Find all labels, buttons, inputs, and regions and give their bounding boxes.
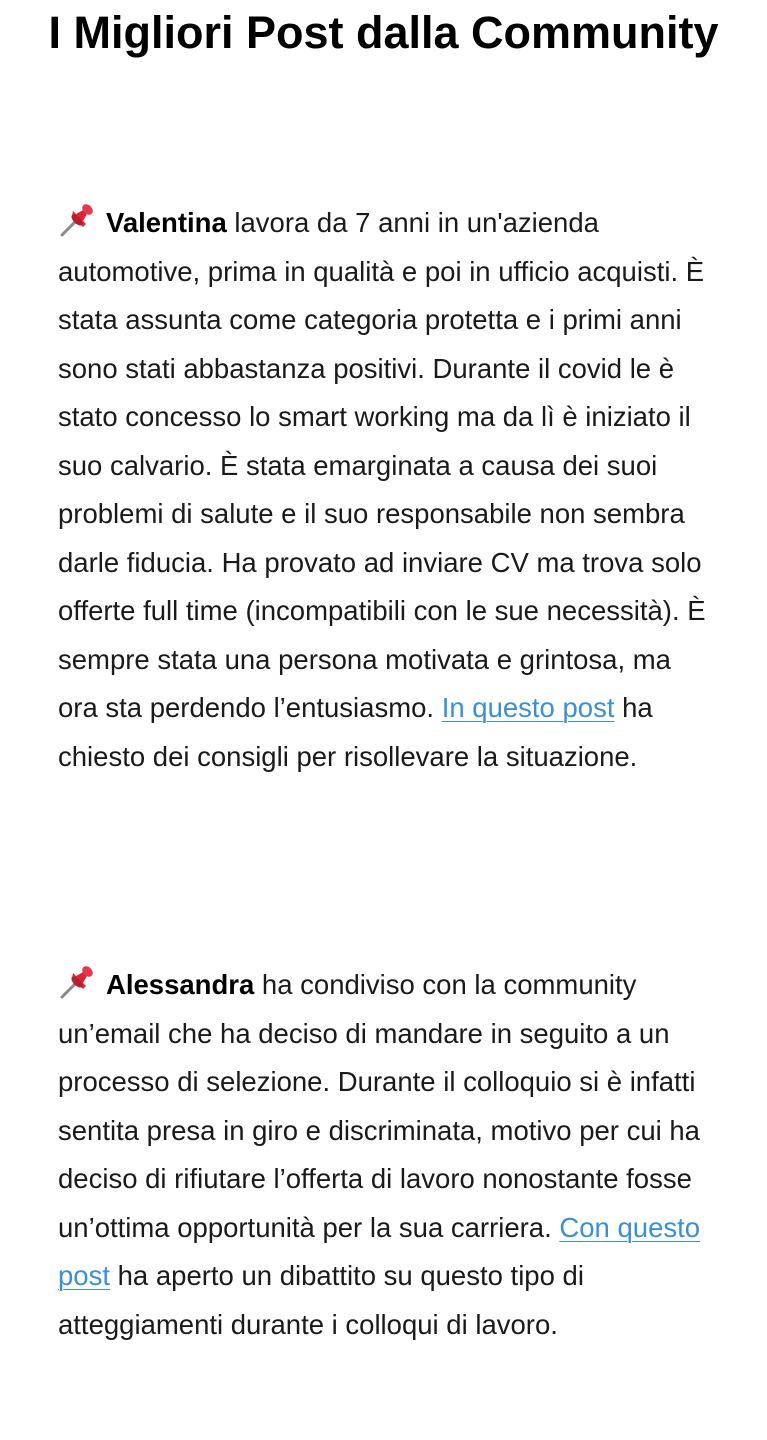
post-link[interactable]: Con questo post (58, 1211, 701, 1291)
post-text-after-link: ha chiesto dei consigli per risollevare la situazione. (58, 692, 653, 772)
pushpin-icon (58, 203, 96, 237)
post-alessandra (58, 961, 718, 1349)
post-valentina (58, 199, 718, 781)
post-text-after-link: ha aperto un dibattito su questo tipo di atteggiamenti durante i colloqui di lavoro. (58, 1260, 584, 1340)
post-author: Valentina (106, 207, 227, 238)
post-text: ha condiviso con la community un’email che ha deciso di mandare in seguito a un processo di selezione. Durante il colloquio si è infatti sentita presa in giro e discriminata, motivo per cui ha deciso di rifiutare l’offerta di lavoro nonostante fosse un’ottima opportunità per la sua carriera. (58, 969, 700, 1243)
page-title: I Migliori Post dalla Community (48, 7, 719, 58)
post-text: lavora da 7 anni in un'azienda automotive, prima in qualità e poi in ufficio acquisti. È stata assunta come categoria protetta e i primi anni sono stati abbastanza positivi. Durante il covid le è stato concesso lo smart working ma da lì è iniziato il suo calvario. È stata emarginata a causa dei suoi problemi di salute e il suo responsabile non sembra darle fiducia. Ha provato ad inviare CV ma trova solo offerte full time (incompatibili con le sue necessità). È sempre stata una persona motivata e grintosa, ma ora sta perdendo l’entusiasmo. (58, 207, 706, 723)
post-link[interactable]: In questo post (441, 692, 615, 723)
pushpin-icon (58, 965, 96, 999)
post-author: Alessandra (106, 969, 255, 1000)
